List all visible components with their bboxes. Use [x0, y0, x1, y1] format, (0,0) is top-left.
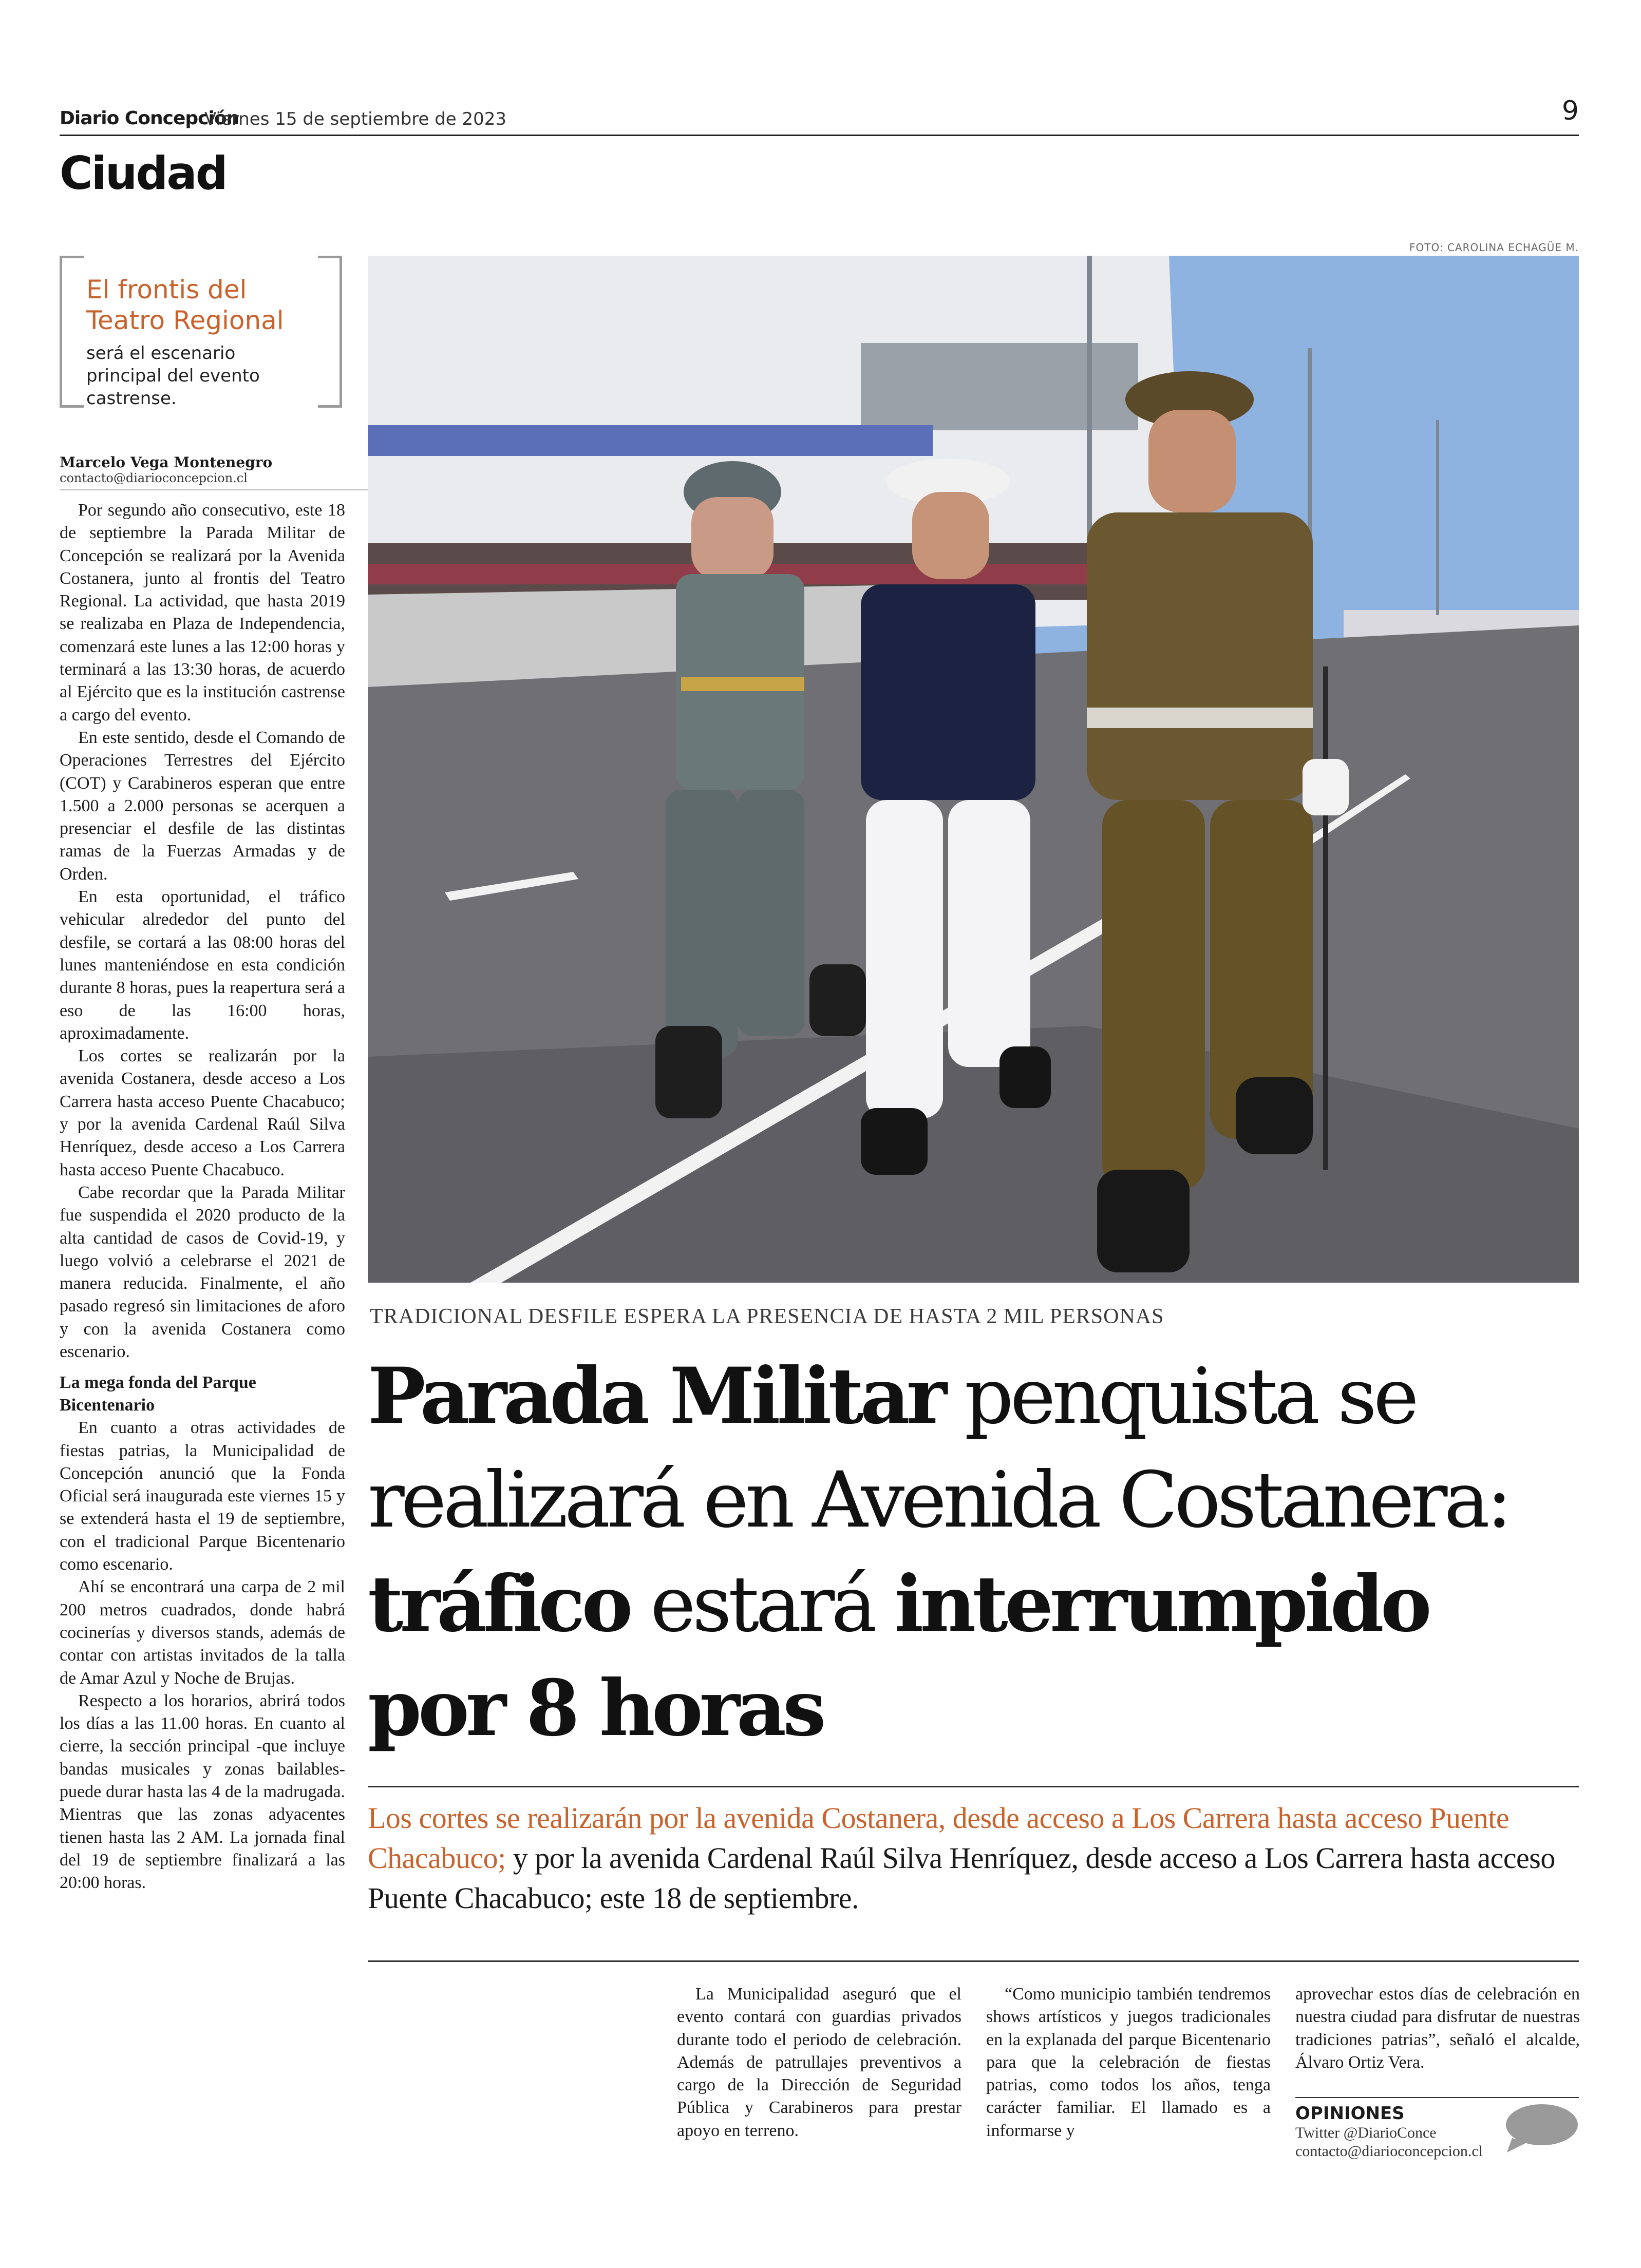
- headline-part: tráfico: [368, 1559, 630, 1649]
- parade-photo: [368, 256, 1579, 1283]
- paragraph: En esta oportunidad, el tráfico vehicular alrededor del punto del desfile, se cortará a las 08:00 horas del lunes manteniéndose en esta condición durante 8 horas, pues la reapertura será a eso de las 16:00 horas, aproximadamente.: [60, 887, 345, 1043]
- headline-part: penquista se realizará en Avenida Costanera:: [368, 1352, 1509, 1545]
- deck: [368, 1798, 1581, 1918]
- deck-highlight: Los cortes se realizarán por la avenida Costanera, desde acceso a Los Carrera hasta acceso Puente Chacabuco;: [368, 1801, 1510, 1875]
- photo-credit: FOTO: CAROLINA ECHAGÜE M.: [1409, 241, 1579, 254]
- teaser-title: El frontis del Teatro Regional: [86, 275, 284, 335]
- awning: [368, 425, 933, 456]
- bottom-column-3: [1295, 1983, 1580, 2074]
- teaser-text: será el escenario principal del evento castrense.: [86, 343, 260, 409]
- paragraph: En este sentido, desde el Comando de Operaciones Terrestres del Ejército (COT) y Carabineros esperan que entre 1.500 a 2.000 personas se acerquen a presenciar el desfile de las distintas ramas de la Fuerzas Armadas y de Orden.: [60, 728, 345, 884]
- paragraph: Por segundo año consecutivo, este 18 de septiembre la Parada Militar de Concepción se realizará por la Avenida Costanera, junto al frontis del Teatro Regional. La actividad, que hasta 2019 se realizaba en Plaza de Independencia, comenzará este lunes a las 12:00 horas y terminará a las 13:30 horas, de acuerdo al Ejército que es la institución castrense a cargo del evento.: [60, 501, 345, 725]
- paragraph: aprovechar estos días de celebración en nuestra ciudad para disfrutar de nuestras tradiciones patrias”, señaló el alcalde, Álvaro Ortiz Vera.: [1295, 1985, 1580, 2072]
- deck-rest: y por la avenida Cardenal Raúl Silva Henríquez, desde acceso a Los Carrera hasta acceso Puente Chacabuco; este 18 de septiembre.: [368, 1841, 1555, 1915]
- paragraph: “Como municipio también tendremos shows artísticos y juegos tradicionales en la explanada del parque Bicentenario para que la celebración de fiestas patrias, como todos los años, tenga carácter familiar. El llamado es a informarse y: [986, 1985, 1271, 2140]
- parade-illustration: [368, 256, 1579, 1283]
- byline: [60, 454, 383, 490]
- paragraph: En cuanto a otras actividades de fiestas patrias, la Municipalidad de Concepción anunció que la Fonda Oficial será inaugurada este viernes 15 y se extenderá hasta el 19 de septiembre, con el tradicional Parque Bicentenario como escenario.: [60, 1418, 345, 1574]
- bottom-column-2: [986, 1983, 1271, 2142]
- divider: [368, 1960, 1579, 1962]
- headline-part: interrumpido por 8 horas: [368, 1559, 1428, 1754]
- paper-name: Diario Concepción: [60, 108, 239, 129]
- headline-part: estará: [629, 1560, 895, 1649]
- bracket-left: [60, 256, 84, 408]
- opinions-box: [1295, 2097, 1579, 2161]
- paragraph: Ahí se encontrará una carpa de 2 mil 200 metros cuadrados, donde habrá cocinerías y diversos stands, además de contar con artistas invitados de la talla de Amar Azul y Noche de Brujas.: [60, 1577, 345, 1688]
- author-name: Marcelo Vega Montenegro: [60, 454, 273, 471]
- paragraph: Respecto a los horarios, abrirá todos los días a las 11.00 horas. En cuanto al cierre, la sección principal -que incluye bandas musicales y zonas bailables- puede durar hasta las 4 de la madrugada. Mientras que las zonas adyacentes tienen hasta las 2 AM. La jornada final del 19 de septiembre finalizará a las 20:00 horas.: [60, 1691, 345, 1893]
- contact-email[interactable]: contacto@diarioconcepcion.cl: [1295, 2143, 1483, 2160]
- paragraph: La Municipalidad aseguró que el evento contará con guardias privados durante todo el periodo de celebración. Además de patrullajes preventivos a cargo de la Dirección de Seguridad Pública y Carabineros para prestar apoyo en terreno.: [677, 1985, 961, 2140]
- paragraph: Los cortes se realizarán por la avenida Costanera, desde acceso a Los Carrera hasta acceso Puente Chacabuco; y por la avenida Cardenal Raúl Silva Henríquez, desde acceso a Los Carrera hasta acceso Puente Chacabuco.: [60, 1046, 345, 1179]
- headline-part: Parada Militar: [368, 1351, 944, 1441]
- speech-bubble-icon: [1502, 2102, 1579, 2153]
- teaser-box: [60, 256, 342, 409]
- author-email: contacto@diarioconcepcion.cl: [60, 471, 248, 485]
- section-title: Ciudad: [60, 147, 227, 200]
- paragraph: Cabe recordar que la Parada Militar fue suspendida el 2020 producto de la alta cantidad de casos de Covid-19, y luego volvió a celebrarse el 2021 de manera reducida. Finalmente, el año pasado regresó sin limitaciones de aforo y con la avenida Costanera como escenario.: [60, 1183, 345, 1361]
- bracket-right: [318, 256, 342, 408]
- issue-date: Viernes 15 de septiembre de 2023: [204, 109, 507, 129]
- masthead: [60, 96, 1579, 136]
- subheading: La mega fonda del Parque Bicentenario: [60, 1373, 256, 1415]
- opinions-label: OPINIONES: [1295, 2103, 1405, 2124]
- divider: [368, 1786, 1579, 1787]
- page-number: 9: [1561, 96, 1579, 126]
- bottom-column-1: [677, 1983, 961, 2142]
- left-column: [60, 499, 345, 1895]
- headline: [368, 1344, 1580, 1761]
- twitter-handle[interactable]: Twitter @DiarioConce: [1295, 2124, 1437, 2141]
- kicker: TRADICIONAL DESFILE ESPERA LA PRESENCIA DE HASTA 2 MIL PERSONAS: [370, 1305, 1164, 1328]
